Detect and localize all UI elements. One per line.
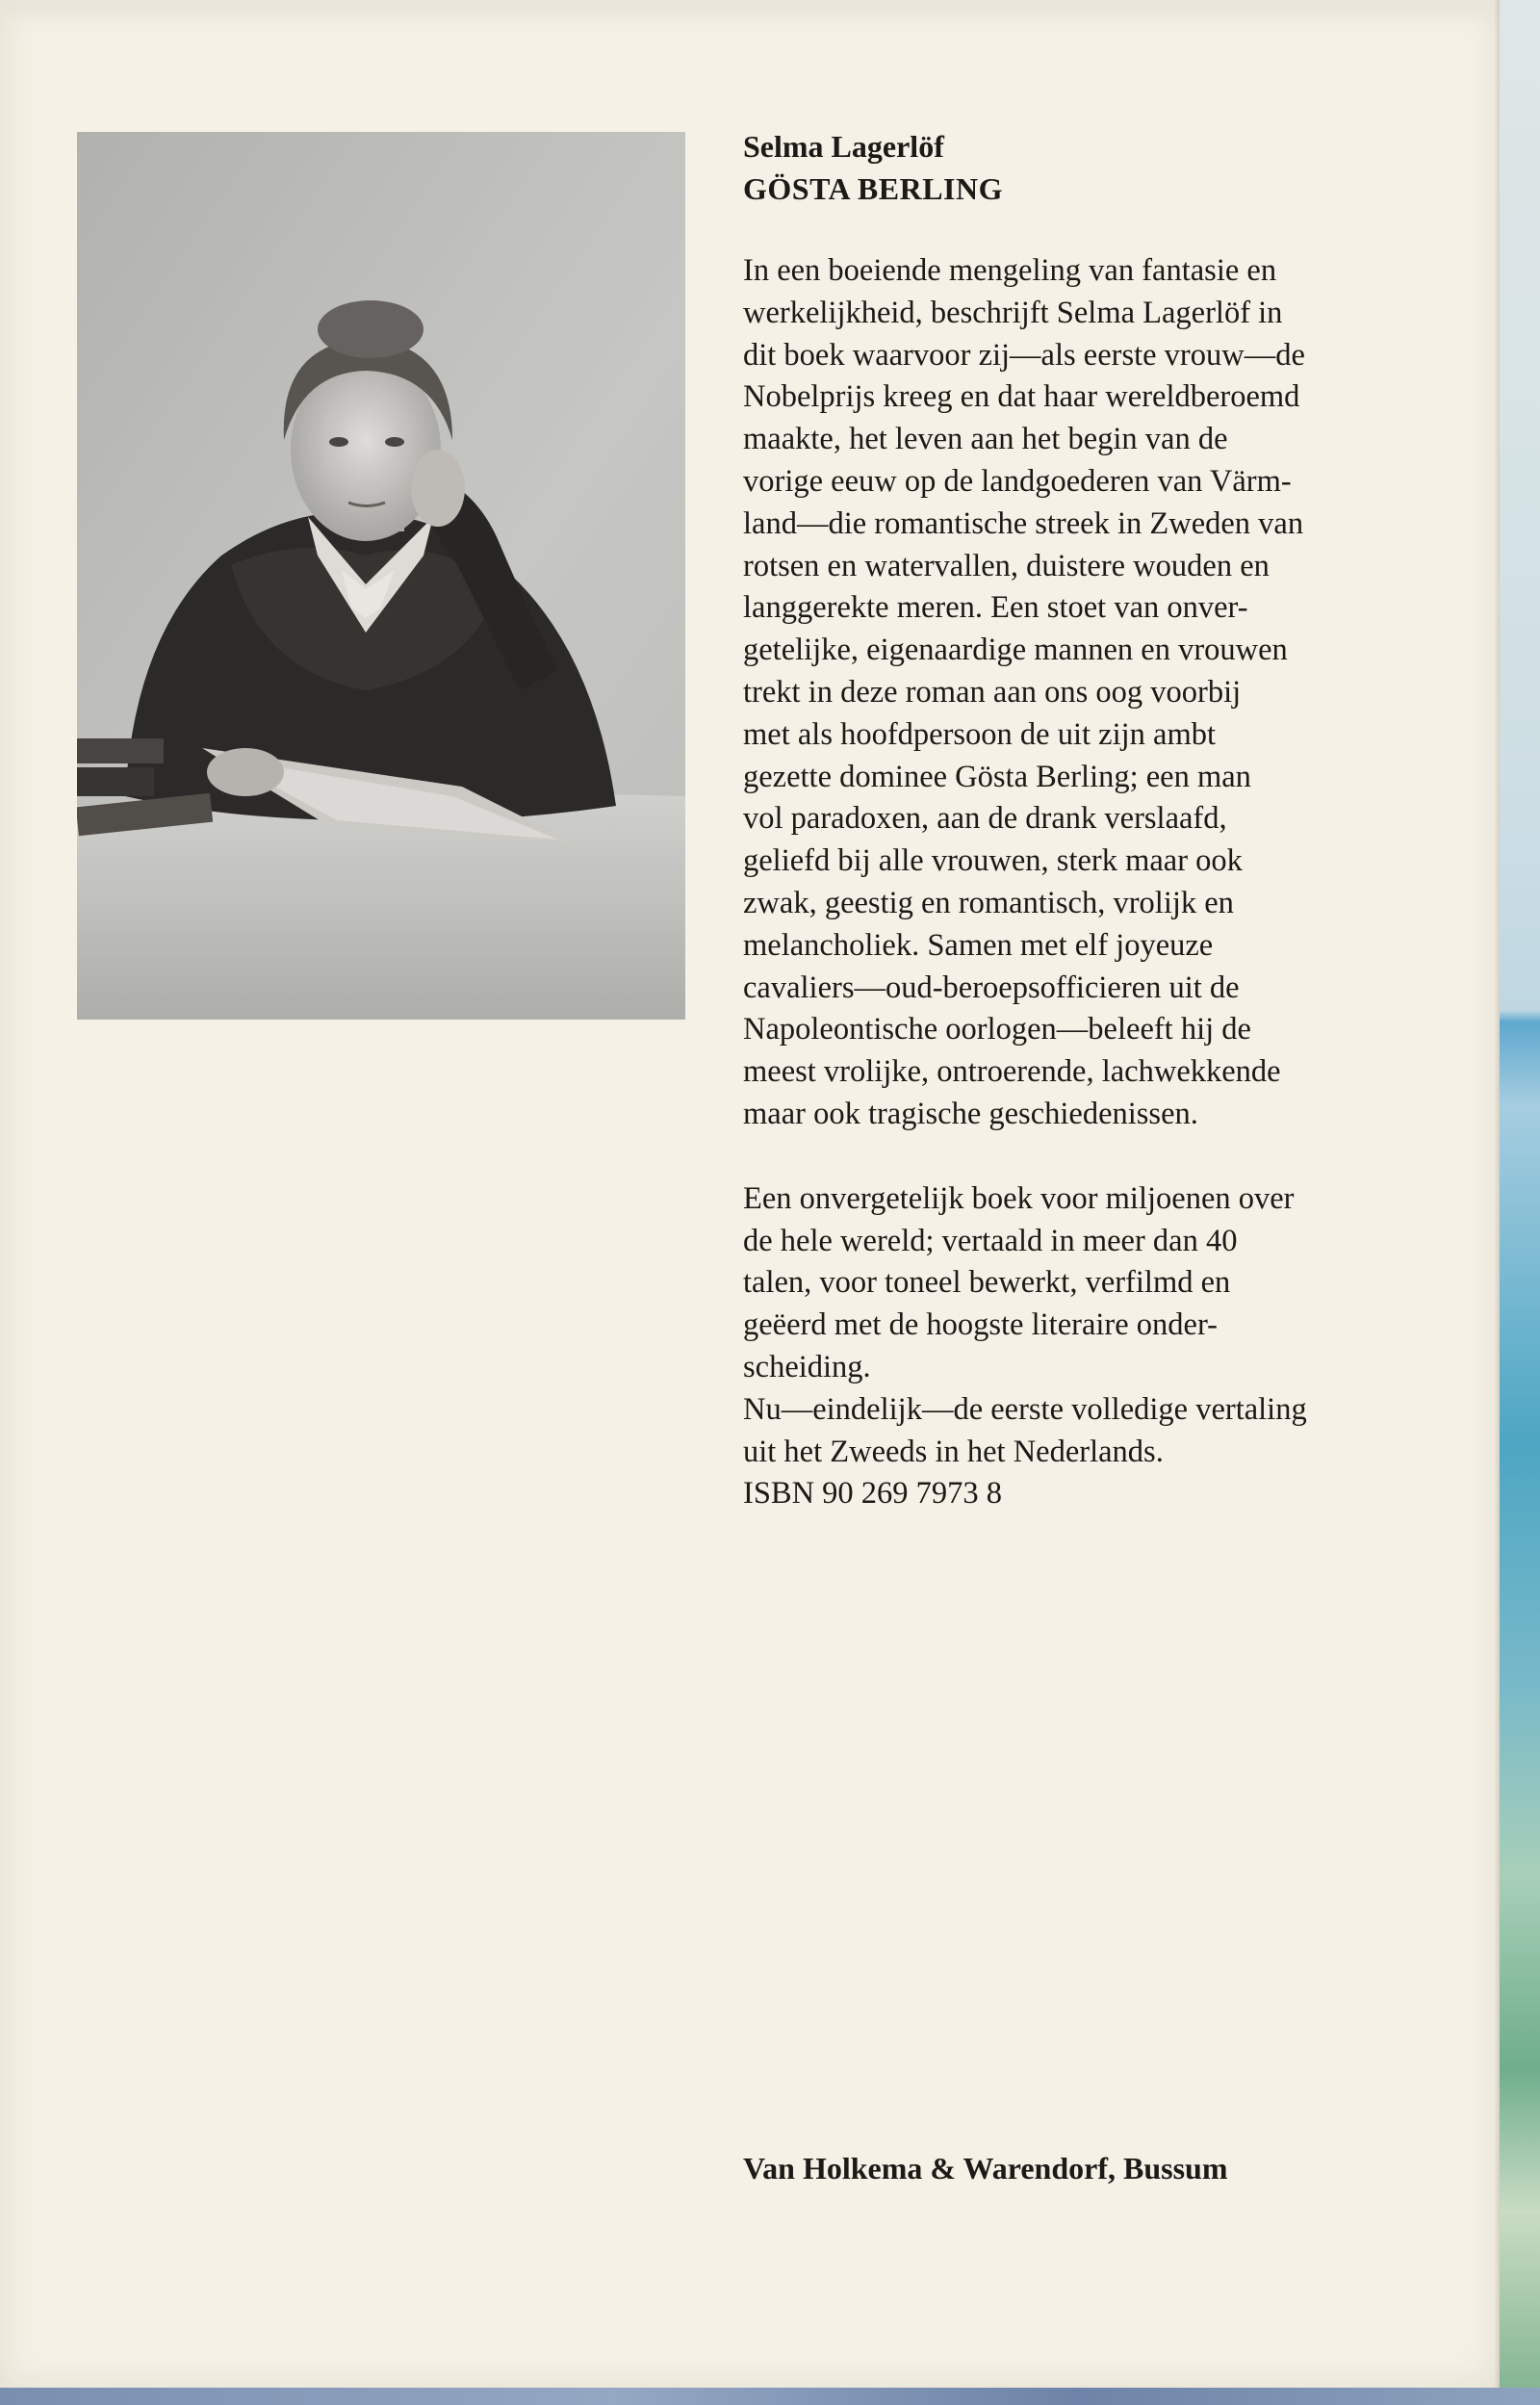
blurb-line: vol paradoxen, aan de drank verslaafd, — [743, 801, 1227, 837]
blurb-line: meest vrolijke, ontroerende, lachwekkende — [743, 1054, 1281, 1090]
closing-line: de hele wereld; vertaald in meer dan 40 — [743, 1223, 1238, 1258]
blurb-line: trekt in deze roman aan ons oog voorbij — [743, 674, 1242, 710]
blurb-line: geliefd bij alle vrouwen, sterk maar ook — [743, 843, 1243, 879]
author-name: Selma Lagerlöf — [743, 129, 944, 164]
blurb-line: getelijke, eigenaardige mannen en vrouwen — [743, 633, 1288, 668]
closing-line: Nu—eindelijk—de eerste volledige vertaling — [743, 1391, 1307, 1427]
blurb-line: maakte, het leven aan het begin van de — [743, 422, 1228, 457]
blurb-line: gezette dominee Gösta Berling; een man — [743, 759, 1251, 794]
blurb-line: met als hoofdpersoon de uit zijn ambt — [743, 716, 1217, 752]
blurb-line: melancholiek. Samen met elf joyeuze — [743, 927, 1214, 963]
blurb-paragraph — [743, 250, 1455, 1136]
author-portrait-photo — [77, 132, 685, 1020]
closing-line: scheiding. — [743, 1349, 871, 1384]
text-column — [743, 125, 1455, 1515]
blurb-line: In een boeiende mengeling van fantasie en — [743, 253, 1277, 288]
blurb-line: zwak, geestig en romantisch, vrolijk en — [743, 885, 1234, 920]
closing-line: Een onvergetelijk boek voor miljoenen over — [743, 1180, 1295, 1216]
blurb-line: land—die romantische streek in Zweden van — [743, 505, 1304, 541]
closing-line: geëerd met de hoogste literaire onder- — [743, 1307, 1218, 1343]
blurb-line: vorige eeuw op de landgoederen van Värm- — [743, 463, 1292, 499]
blurb-line: dit boek waarvoor zij—als eerste vrouw—de — [743, 337, 1305, 373]
blurb-line: Nobelprijs kreeg en dat haar wereldberoemd — [743, 379, 1300, 415]
book-title: GÖSTA BERLING — [743, 171, 1003, 206]
bottom-edge-strip — [0, 2388, 1540, 2405]
blurb-line: maar ook tragische geschiedenissen. — [743, 1096, 1198, 1131]
publisher-imprint: Van Holkema & Warendorf, Bussum — [743, 2151, 1228, 2185]
isbn-line: ISBN 90 269 7973 8 — [743, 1476, 1003, 1512]
cover-top-wear — [0, 0, 1500, 25]
blurb-line: werkelijkheid, beschrijft Selma Lagerlöf in — [743, 295, 1283, 330]
spine-artwork-strip — [1500, 0, 1540, 2405]
blurb-line: cavaliers—oud-beroepsofficieren uit de — [743, 970, 1240, 1005]
closing-line: uit het Zweeds in het Nederlands. — [743, 1434, 1164, 1469]
closing-line: talen, voor toneel bewerkt, verfilmd en — [743, 1265, 1231, 1301]
blurb-line: langgerekte meren. Een stoet van onver- — [743, 590, 1248, 626]
closing-paragraph — [743, 1178, 1455, 1515]
blurb-line: Napoleontische oorlogen—beleeft hij de — [743, 1012, 1251, 1047]
blurb-line: rotsen en watervallen, duistere wouden en — [743, 548, 1270, 583]
